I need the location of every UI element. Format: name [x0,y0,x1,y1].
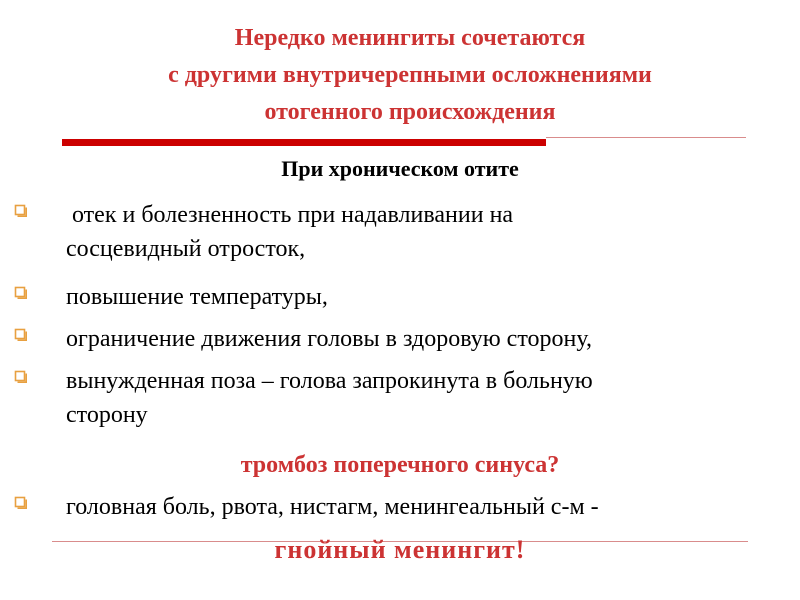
list-item-text [66,490,786,524]
hollow-square-bullet-icon [14,370,28,384]
list-item-line-2: сторону [66,402,148,428]
hollow-square-bullet-icon [14,286,28,300]
hollow-square-bullet-icon [14,204,28,218]
list-item-line-2: сосцевидный отросток, [66,236,306,262]
title-divider-thin [546,137,746,138]
diagnosis-meningitis: гнойный менингит! [274,535,526,564]
title-line-2: с другими внутричерепными осложнениями [168,62,652,88]
list-item-text [66,198,786,266]
list-item-line-1: ограничение движения головы в здоровую сторону, [66,326,592,352]
slide-title [60,20,760,131]
list-item-line-1: отек и болезненность при надавливании на [66,202,514,228]
list-item-line-1: вынужденная поза – голова запрокинута в больную [66,368,593,394]
list-item-line-1: головная боль, рвота, нистагм, менингеальный с-м - [66,494,599,520]
list-item-line-1: повышение температуры, [66,284,328,310]
title-line-3: отогенного происхождения [264,99,556,125]
title-divider-thick [62,139,546,146]
list-item-text [66,364,786,432]
hollow-square-bullet-icon [14,328,28,342]
title-line-1: Нередко менингиты сочетаются [234,25,586,51]
section-subheading: При хроническом отите [281,156,519,181]
list-item-text [66,280,786,314]
hollow-square-bullet-icon [14,496,28,510]
list-item-text [66,322,786,356]
diagnosis-thrombosis: тромбоз поперечного синуса? [240,452,560,478]
